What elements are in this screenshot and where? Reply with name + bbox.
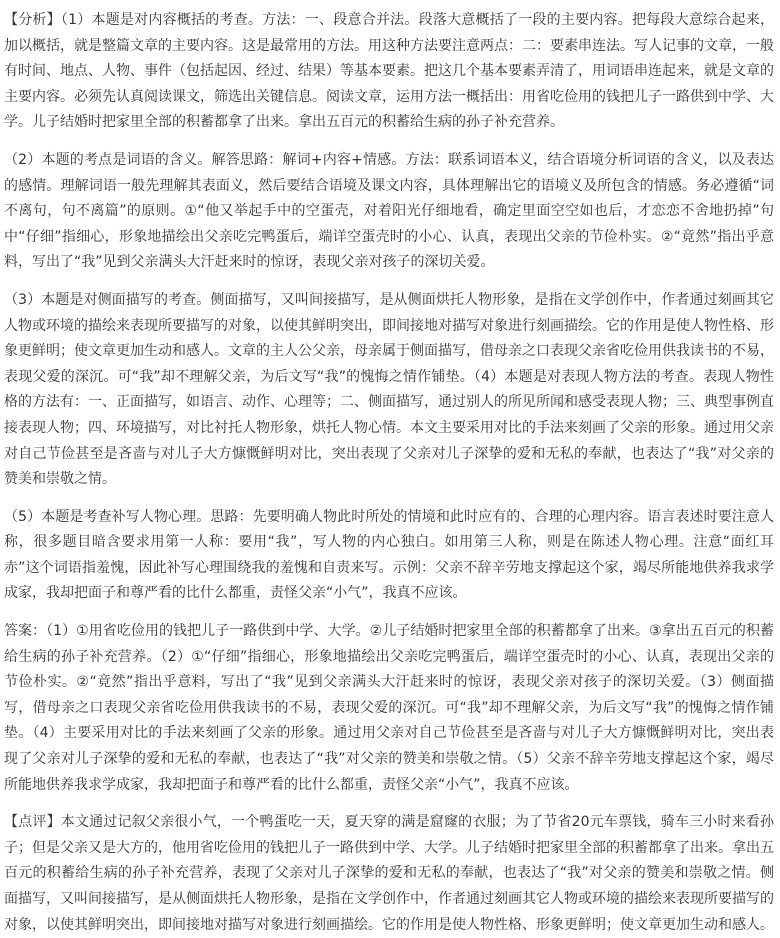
analysis-paragraph-3-4: （3）本题是对侧面描写的考查。侧面描写，又叫间接描写，是从侧面烘托人物形象，是指在文学创作中，作者通过刻画其它人物或环境的描绘来表现所要描写的对象，以使其鲜明突出，即间接地对描写对象进行刻画描绘。它的作用是使人物性格、形象更鲜明；使文章更加生动和感人。文章的主人公父亲，母亲属于侧面描写，借母亲之口表现父亲省吃俭用供我读书的不易，表现父爱的深沉。可“我”却不理解父亲，为后文写“我”的愧悔之情作铺垫。（4）本题是对表现人物方法的考查。表现人物性格的方法有：一、正面描写，如语言、动作、心理等；二、侧面描写，通过别人的所见所闻和感受表现人物；三、典型事例直接表现人物；四、环境描写，对比衬托人物形象，烘托人物心情。本文主要采用对比的手法来刻画了父亲的形象。通过用父亲对自己节俭甚至是吝啬与对儿子大方慷慨鲜明对比，突出表现了父亲对儿子深挚的爱和无私的奉献，也表达了“我”对父亲的赞美和崇敬之情。 — [4, 291, 774, 488]
answer-paragraph: 答案：（1）①用省吃俭用的钱把儿子一路供到中学、大学。②儿子结婚时把家里全部的积蓄都拿了出来。③拿出五百元的积蓄给生病的孙子补充营养。（2）①“仔细”指细心，形象地描绘出父亲吃完鸭蛋后，端详空蛋壳时的小心、认真，表现出父亲的节俭朴实。②“竟然”指出乎意料，写出了“我”见到父亲满头大汗赶来时的惊讶，表现父亲对孩子的深切关爱。（3）侧面描写，借母亲之口表现父亲省吃俭用供我读书的不易，表现父爱的深沉。可“我”却不理解父亲，为后文写“我”的愧悔之情作铺垫。（4）主要采用对比的手法来刻画了父亲的形象。通过用父亲对自己节俭甚至是吝啬与对儿子大方慷慨鲜明对比，突出表现了父亲对儿子深挚的爱和无私的奉献，也表达了“我”对父亲的赞美和崇敬之情。（5）父亲不辞辛劳地支撑起这个家，竭尽所能地供养我求学成家，我却把面子和尊严看的比什么都重，责怪父亲“小气”，我真不应该。 — [4, 623, 774, 793]
analysis-paragraph-2: （2）本题的考点是词语的含义。解答思路：解词+内容+情感。方法：联系词语本义，结合语境分析词语的含义，以及表达的感情。理解词语一般先理解其表面义，然后要结合语境及课文内容，具体理解出它的语境义及所包含的情感。务必遵循“词不离句，句不离篇”的原则。①“他又举起手中的空蛋壳，对着阳光仔细地看，确定里面空空如也后，才恋恋不舍地扔掉”句中“仔细”指细心，形象地描绘出父亲吃完鸭蛋后，端详空蛋壳时的小心、认真，表现出父亲的节俭朴实。②“竟然”指出乎意料，写出了“我”见到父亲满头大汗赶来时的惊讶，表现父亲对孩子的深切关爱。 — [4, 151, 774, 271]
analysis-paragraph-5: （5）本题是考查补写人物心理。思路：先要明确人物此时所处的情境和此时应有的、合理的心理内容。语言表述时要注意人称，很多题目暗含要求用第一人称：要用“我”，写人物的内心独白。如用第三人称，则是在陈述人物心理。注意“面红耳赤”这个词语指羞愧，因此补写心理围绕我的羞愧和自责来写。示例：父亲不辞辛劳地支撑起这个家，竭尽所能地供养我求学成家，我却把面子和尊严看的比什么都重，责怪父亲“小气”，我真不应该。 — [4, 508, 774, 602]
comment-paragraph: 【点评】本文通过记叙父亲很小气，一个鸭蛋吃一天，夏天穿的满是窟窿的衣服；为了节省20元车票钱，骑车三小时来看孙子；但是父亲又是大方的，他用省吃俭用的钱把儿子一路供到中学、大学。儿子结婚时把家里全部的积蓄都拿了出来。拿出五百元的积蓄给生病的孙子补充营养，表现了父亲对儿子深挚的爱和无私的奉献，也表达了“我”对父亲的赞美和崇敬之情。侧面描写，又叫间接描写，是从侧面烘托人物形象，是指在文学创作中，作者通过刻画其它人物或环境的描绘来表现所要描写的对象，以使其鲜明突出，即间接地对描写对象进行刻画描绘。它的作用是使人物性格、形象更鲜明；使文章更加生动和感人。 — [4, 814, 774, 933]
analysis-paragraph-1: 【分析】（1）本题是对内容概括的考查。方法：一、段意合并法。段落大意概括了一段的主要内容。把每段大意综合起来，加以概括，就是整篇文章的主要内容。这是最常用的方法。用这种方法要注意两点：二：要素串连法。写人记事的文章，一般有时间、地点、人物、事件（包括起因、经过、结果）等基本要素。把这几个基本要素弄清了，用词语串连起来，就是文章的主要内容。必须先认真阅读课文，筛选出关键信息。阅读文章，运用方法一概括出：用省吃俭用的钱把儿子一路供到中学、大学。儿子结婚时把家里全部的积蓄都拿了出来。拿出五百元的积蓄给生病的孙子补充营养。 — [4, 12, 774, 131]
